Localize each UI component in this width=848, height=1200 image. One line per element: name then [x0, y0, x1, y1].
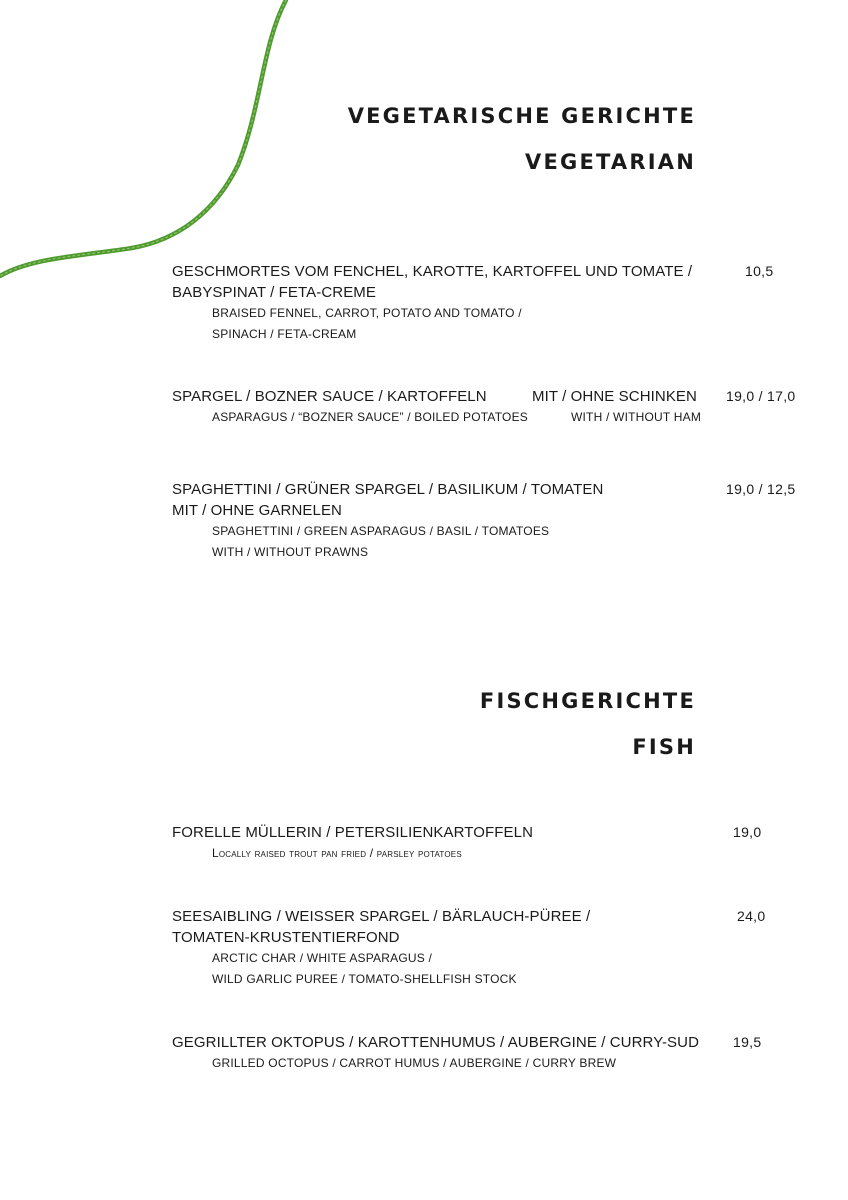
- dish-option-de: MIT / OHNE SCHINKEN: [532, 388, 697, 405]
- dish-name-en: WILD GARLIC PUREE / TOMATO-SHELLFISH STOCK: [212, 972, 517, 986]
- dish-name-en: GRILLED OCTOPUS / CARROT HUMUS / AUBERGINE / CURRY BREW: [212, 1056, 617, 1070]
- menu-item-trout: [172, 822, 533, 864]
- menu-item-braised-fennel: [172, 261, 692, 345]
- section-title-vegetarian-en: VEGETARIAN: [525, 150, 696, 174]
- dish-name-en: ASPARAGUS / “BOZNER SAUCE” / BOILED POTATOES: [212, 410, 528, 424]
- section-title-fish-en: FISH: [632, 735, 696, 759]
- dish-name-de: MIT / OHNE GARNELEN: [172, 502, 342, 519]
- dish-name-de: TOMATEN-KRUSTENTIERFOND: [172, 929, 400, 946]
- dish-name-en: Locally raised trout pan fried / parsley potatoes: [212, 846, 462, 860]
- dish-name-en: SPAGHETTINI / GREEN ASPARAGUS / BASIL / TOMATOES: [212, 524, 550, 538]
- decorative-vine-line: [0, 0, 848, 300]
- dish-name-en: SPINACH / FETA-CREAM: [212, 327, 357, 341]
- menu-item-octopus: [172, 1032, 699, 1074]
- section-title-vegetarian-de: VEGETARISCHE GERICHTE: [347, 104, 696, 128]
- price: 19,0 / 17,0: [726, 388, 796, 404]
- dish-name-de: GEGRILLTER OKTOPUS / KAROTTENHUMUS / AUBERGINE / CURRY-SUD: [172, 1034, 700, 1051]
- menu-item-asparagus-bozner: [172, 386, 528, 428]
- dish-option-en: WITH / WITHOUT HAM: [571, 410, 702, 424]
- section-title-fish-de: FISCHGERICHTE: [479, 689, 696, 713]
- dish-name-de: FORELLE MÜLLERIN / PETERSILIENKARTOFFELN: [172, 824, 534, 841]
- price: 19,5: [733, 1034, 762, 1050]
- price: 10,5: [745, 263, 774, 279]
- dish-name-de: BABYSPINAT / FETA-CREME: [172, 284, 377, 301]
- dish-name-de: SPAGHETTINI / GRÜNER SPARGEL / BASILIKUM / TOMATEN: [172, 481, 604, 498]
- dish-name-de: SEESAIBLING / WEISSER SPARGEL / BÄRLAUCH-PÜREE /: [172, 908, 591, 925]
- dish-name-en: BRAISED FENNEL, CARROT, POTATO AND TOMATO /: [212, 306, 522, 320]
- menu-item-spaghettini: [172, 479, 603, 563]
- dish-name-de: SPARGEL / BOZNER SAUCE / KARTOFFELN: [172, 388, 487, 405]
- dish-name-de: GESCHMORTES VOM FENCHEL, KAROTTE, KARTOFFEL UND TOMATE /: [172, 263, 693, 280]
- price: 24,0: [737, 908, 766, 924]
- dish-name-en: WITH / WITHOUT PRAWNS: [212, 545, 369, 559]
- price: 19,0: [733, 824, 762, 840]
- dish-name-en: ARCTIC CHAR / WHITE ASPARAGUS /: [212, 951, 433, 965]
- menu-item-arctic-char: [172, 906, 590, 990]
- price: 19,0 / 12,5: [726, 481, 796, 497]
